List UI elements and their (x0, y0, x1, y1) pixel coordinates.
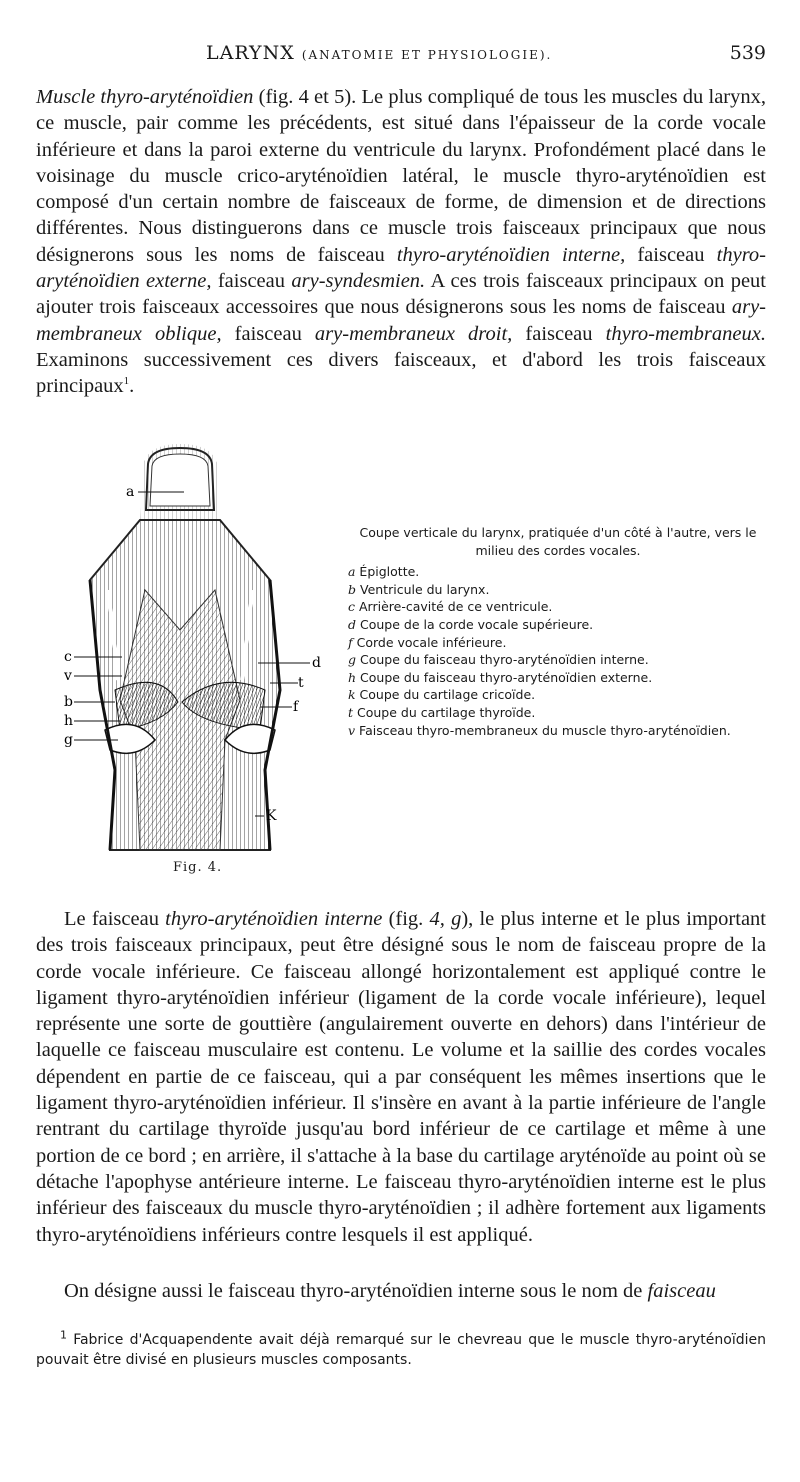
paragraph-muscle-intro: Muscle thyro-aryténoïdien (fig. 4 et 5). Le plus compliqué de tous les muscles du larynx, ce muscle, pair comme les précédents, est situé dans l'épaisseur de la corde vocale inférieure et dans la paroi externe du ventricule du larynx. Profondément placé dans le voisinage du muscle crico-aryténoïdien latéral, le muscle thyro-aryténoïdien est composé d'un certain nombre de faisceaux de forme, de dimension et de directions différentes. Nous distinguerons dans ce muscle trois faisceaux principaux que nous désignerons sous les noms de faisceau thyro-aryténoïdien interne, faisceau thyro-aryténoïdien externe, faisceau ary-syndesmien. A ces trois faisceaux principaux on peut ajouter trois faisceaux accessoires que nous désignerons sous les noms de faisceau ary-membraneux oblique, faisceau ary-membraneux droit, faisceau thyro-membraneux. Examinons successivement ces divers faisceaux, et d'abord les trois faisceaux principaux$^1$. (36, 86, 766, 398)
running-title-main: LARYNX (206, 42, 295, 64)
footnote: $^1$ Fabrice d'Acquapendente avait déjà remarqué sur le chevreau que le muscle thyro-aryténoïdien pouvait être divisé en plusieurs muscles composants. (36, 1328, 766, 1368)
legend-item: b Ventricule du larynx. (348, 581, 490, 597)
figure-caption: Coupe verticale du larynx, pratiquée d'un côté à l'autre, vers le milieu des cordes vocales. (359, 525, 757, 558)
running-title-sub: (ANATOMIE ET PHYSIOLOGIE). (301, 48, 553, 62)
legend-item: h Coupe du faisceau thyro-aryténoïdien externe. (348, 669, 653, 685)
term: ary-membraneux oblique, (36, 296, 766, 345)
footnote-ref: 1 (123, 375, 130, 388)
page-number: 539 (729, 42, 766, 64)
larynx-section-illustration (60, 440, 340, 880)
figure-legend (348, 524, 768, 739)
label-d: d (312, 655, 321, 671)
term: faisceau (647, 1280, 716, 1302)
label-c: c (64, 649, 72, 665)
term: ary-membraneux droit, (314, 322, 513, 345)
term: ary-syndesmien. (291, 270, 426, 293)
label-f: f (293, 699, 299, 715)
legend-item: v Faisceau thyro-membraneux du muscle thyro-aryténoïdien. (348, 722, 731, 738)
legend-item: g Coupe du faisceau thyro-aryténoïdien interne. (348, 652, 649, 668)
term: thyro-aryténoïdien interne, (396, 243, 626, 266)
label-k: K (266, 808, 277, 824)
legend-item: k Coupe du cartilage cricoïde. (348, 687, 536, 703)
label-h: h (64, 713, 74, 729)
running-title (206, 42, 552, 64)
label-v: v (64, 668, 72, 684)
term: thyro-aryténoïdien interne (165, 908, 383, 930)
legend-item: c Arrière-cavité de ce ventricule. (348, 599, 553, 615)
term: thyro-aryténoïdien externe, (36, 243, 766, 293)
label-g: g (64, 732, 73, 748)
label-t: t (298, 675, 304, 691)
legend-item: t Coupe du cartilage thyroïde. (348, 704, 536, 720)
footnote-mark: 1 (60, 1328, 67, 1342)
figure-number: Fig. 4. (173, 860, 223, 875)
running-head (36, 42, 766, 68)
figure-ref: 4, g (429, 908, 462, 930)
label-a: a (126, 484, 135, 500)
legend-item: a Épiglotte. (348, 564, 420, 580)
larynx-figure (60, 440, 340, 880)
legend-item: f Corde vocale inférieure. (348, 634, 507, 650)
legend-item: d Coupe de la corde vocale supérieure. (348, 616, 594, 632)
term: thyro-membraneux. (605, 322, 766, 345)
term: Muscle thyro-aryténoïdien (36, 86, 254, 108)
label-b: b (64, 694, 73, 710)
paragraph-continuation: On désigne aussi le faisceau thyro-aryténoïdien interne sous le nom de faisceau (64, 1280, 716, 1302)
paragraph-internal-bundle: Le faisceau thyro-aryténoïdien interne (fig. 4, g), le plus interne et le plus important des trois faisceaux principaux, peut être désigné sous le nom de faisceau propre de la corde vocale inférieure. Ce faisceau allongé horizontalement est appliqué contre le ligament thyro-aryténoïdien inférieur (ligament de la corde vocale inférieure), lequel représente une sorte de gouttière (angulairement ouverte en dehors) dans l'intérieur de laquelle ce faisceau musculaire est contenu. Le volume et la saillie des cordes vocales dépendent en partie de ce faisceau, qui a par conséquent les mêmes insertions que le ligament thyro-aryténoïdien inférieur. Il s'insère en avant à la partie inférieure de l'angle rentrant du cartilage thyroïde jusqu'au bord inférieur de ce cartilage et même à une portion de ce bord ; en arrière, il s'attache à la base du cartilage aryténoïde au point où se détache l'apophyse antérieure interne. Le faisceau thyro-aryténoïdien interne est le plus inférieur des faisceaux du muscle thyro-aryténoïdien ; il adhère fortement aux ligaments thyro-aryténoïdiens inférieurs contre lesquels il est appliqué. (36, 908, 766, 1246)
